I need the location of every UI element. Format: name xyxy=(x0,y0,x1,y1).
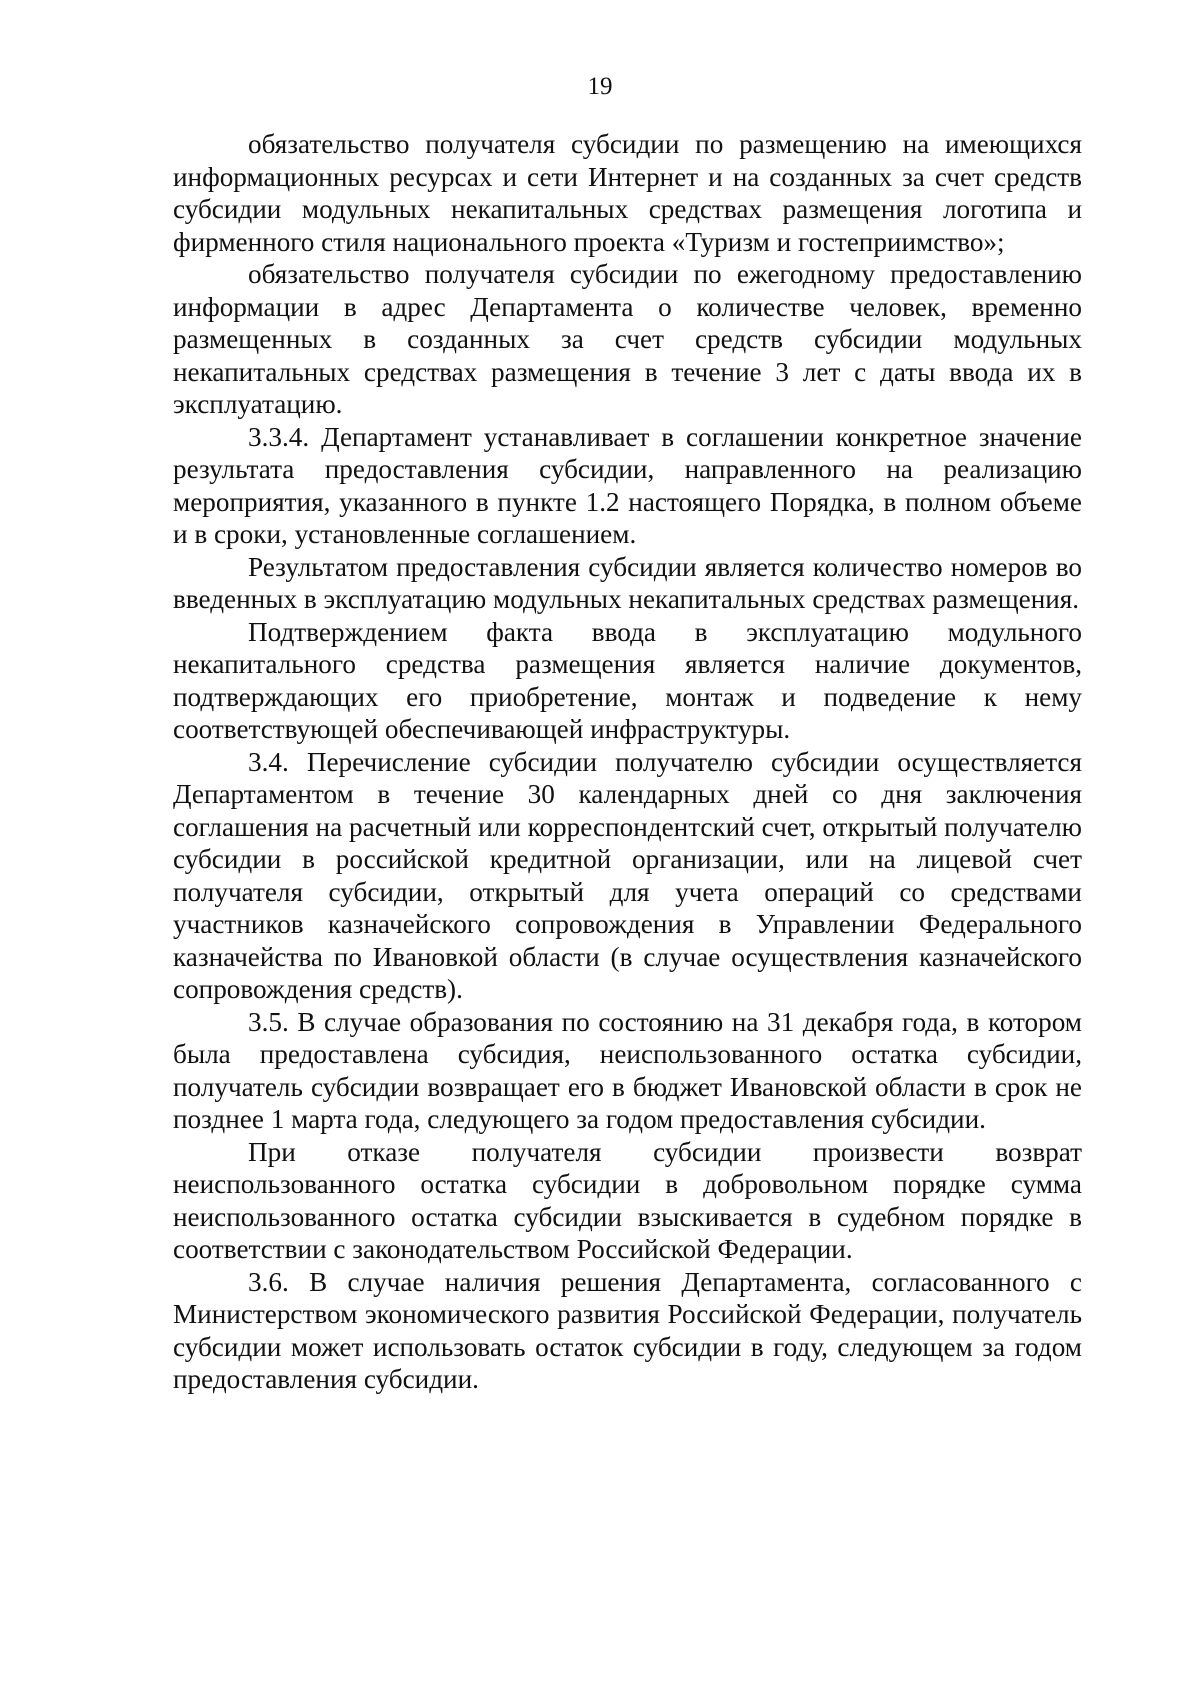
paragraph-3-6: 3.6. В случае наличия решения Департамента, согласованного с Министерством экономического развития Российской Федерации, получатель субсидии может использовать остаток субсидии в году, следующем за годом предоставления субсидии. xyxy=(173,1266,1082,1394)
paragraph-3-3-4: 3.3.4. Департамент устанавливает в соглашении конкретное значение результата предоставления субсидии, направленного на реализацию мероприятия, указанного в пункте 1.2 настоящего Порядка, в полном объеме и в сроки, установленные соглашением. xyxy=(173,421,1082,549)
paragraph-logo-obligation: обязательство получателя субсидии по размещению на имеющихся информационных ресурсах и сети Интернет и на созданных за счет средств субсидии модульных некапитальных средствах размещения логотипа и фирменного стиля национального проекта «Туризм и гостеприимство»; xyxy=(173,129,1082,257)
paragraph-3-4: 3.4. Перечисление субсидии получателю субсидии осуществляется Департаментом в течение 30 календарных дней со дня заключения соглашения на расчетный или корреспондентский счет, открытый получателю субсидии в российской кредитной организации, или на лицевой счет получателя субсидии, открытый для учета операций со средствами участников казначейского сопровождения в Управлении Федерального казначейства по Ивановкой области (в случае осуществления казначейского сопровождения средств). xyxy=(173,746,1082,1004)
paragraph-confirmation: Подтверждением факта ввода в эксплуатацию модульного некапитального средства размещения является наличие документов, подтверждающих его приобретение, монтаж и подведение к нему соответствующей обеспечивающей инфраструктуры. xyxy=(173,616,1082,744)
paragraph-reporting-obligation: обязательство получателя субсидии по ежегодному предоставлению информации в адрес Департамента о количестве человек, временно размещенных в созданных за счет средств субсидии модульных некапитальных средствах размещения в течение 3 лет с даты ввода их в эксплуатацию. xyxy=(173,259,1082,419)
page-number: 19 xyxy=(587,73,613,100)
paragraph-refusal: При отказе получателя субсидии произвести возврат неиспользованного остатка субсидии в добровольном порядке сумма неиспользованного остатка субсидии взыскивается в судебном порядке в соответствии с законодательством Российской Федерации. xyxy=(173,1136,1082,1264)
paragraph-result: Результатом предоставления субсидии является количество номеров во введенных в эксплуатацию модульных некапитальных средствах размещения. xyxy=(173,551,1082,614)
paragraph-3-5: 3.5. В случае образования по состоянию на 31 декабря года, в котором была предоставлена субсидия, неиспользованного остатка субсидии, получатель субсидии возвращает его в бюджет Ивановской области в срок не позднее 1 марта года, следующего за годом предоставления субсидии. xyxy=(173,1006,1082,1134)
document-body xyxy=(173,128,1082,1396)
